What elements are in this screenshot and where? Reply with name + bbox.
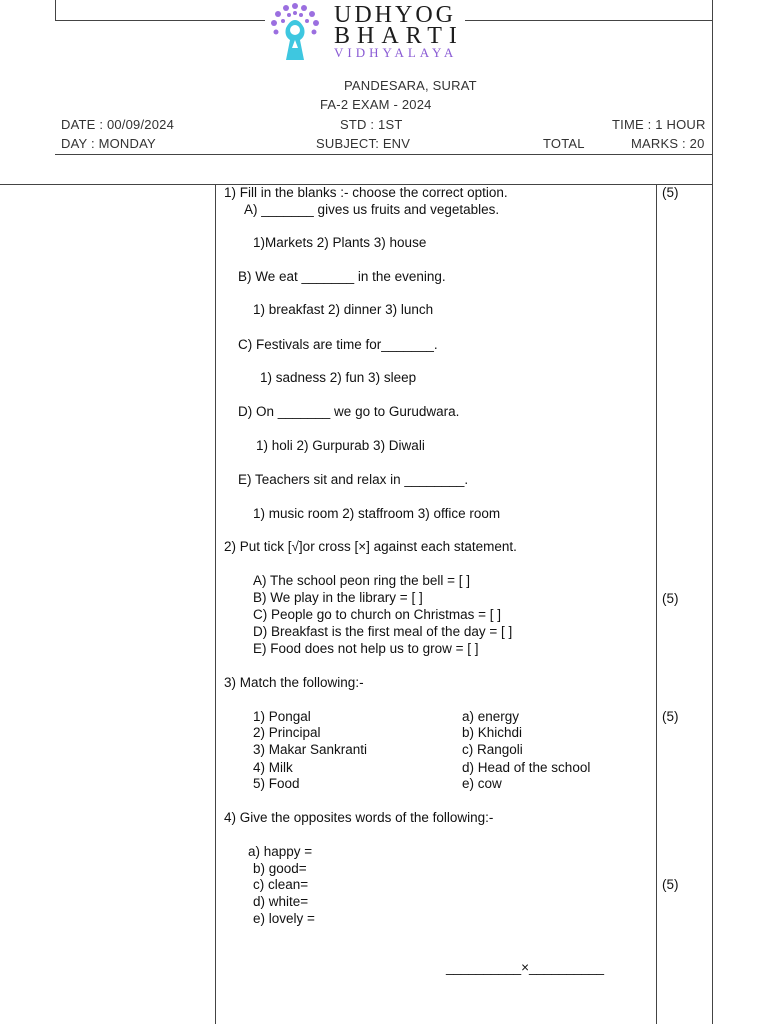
match-left-1: 1) Pongal: [253, 709, 311, 724]
exam-title: FA-2 EXAM - 2024: [320, 97, 432, 112]
exam-marks: MARKS : 20: [631, 136, 705, 151]
opposite-a: a) happy =: [248, 844, 313, 859]
top-border: [55, 20, 265, 21]
question-1c: C) Festivals are time for_______.: [238, 337, 438, 352]
opposite-c: c) clean=: [253, 877, 309, 892]
opposite-b: b) good=: [253, 861, 307, 876]
opposite-e: e) lovely =: [253, 911, 315, 926]
question-1-marks: (5): [662, 185, 679, 200]
question-2-item-d: D) Breakfast is the first meal of the day = [ ]: [253, 624, 513, 639]
exam-date: DATE : 00/09/2024: [61, 117, 175, 132]
question-1c-options: 1) sadness 2) fun 3) sleep: [260, 370, 417, 385]
left-border-top: [55, 0, 56, 20]
match-right-a: a) energy: [462, 709, 520, 724]
match-left-3: 3) Makar Sankranti: [253, 742, 368, 757]
question-1e-options: 1) music room 2) staffroom 3) office room: [253, 506, 501, 521]
match-left-5: 5) Food: [253, 776, 300, 791]
question-1b: B) We eat _______ in the evening.: [238, 269, 446, 284]
question-1a-options: 1)Markets 2) Plants 3) house: [253, 235, 427, 250]
exam-subject: SUBJECT: ENV: [316, 136, 411, 151]
opposite-d: d) white=: [253, 894, 309, 909]
school-name-line1: UDHYOG: [334, 2, 456, 28]
tree-logo-icon: [264, 0, 326, 62]
match-right-c: c) Rangoli: [462, 742, 523, 757]
end-of-paper-mark: __________×__________: [446, 960, 605, 975]
marks-column-rule: [656, 184, 657, 1024]
total-label: TOTAL: [543, 136, 585, 151]
question-2-item-b: B) We play in the library = [ ]: [253, 590, 423, 605]
question-1a: A) _______ gives us fruits and vegetables.: [244, 202, 500, 217]
question-4-title: 4) Give the opposites words of the following:-: [224, 810, 494, 825]
question-3-title: 3) Match the following:-: [224, 675, 364, 690]
match-left-2: 2) Principal: [253, 725, 321, 740]
question-4-marks: (5): [662, 877, 679, 892]
school-name-line3: VIDHYALAYA: [334, 45, 458, 60]
exam-time: TIME : 1 HOUR: [612, 117, 706, 132]
question-2-item-a: A) The school peon ring the bell = [ ]: [253, 573, 471, 588]
school-name-line2: BHARTI: [334, 23, 464, 49]
exam-std: STD : 1ST: [340, 117, 403, 132]
question-1d: D) On _______ we go to Gurudwara.: [238, 404, 460, 419]
question-2-title: 2) Put tick [√]or cross [×] against each statement.: [224, 539, 517, 554]
question-1e: E) Teachers sit and relax in ________.: [238, 472, 469, 487]
match-left-4: 4) Milk: [253, 760, 293, 775]
question-column-left-rule: [215, 184, 216, 1024]
top-border-right: [465, 20, 713, 21]
question-1d-options: 1) holi 2) Gurpurab 3) Diwali: [256, 438, 425, 453]
exam-day: DAY : MONDAY: [61, 136, 156, 151]
question-3-marks: (5): [662, 709, 679, 724]
match-right-d: d) Head of the school: [462, 760, 591, 775]
match-right-b: b) Khichdi: [462, 725, 523, 740]
school-logo: [264, 0, 326, 62]
question-2-item-e: E) Food does not help us to grow = [ ]: [253, 641, 479, 656]
header-divider: [55, 154, 713, 155]
school-location: PANDESARA, SURAT: [344, 78, 477, 93]
question-2-item-c: C) People go to church on Christmas = [ ]: [253, 607, 501, 622]
question-1-title: 1) Fill in the blanks :- choose the correct option.: [224, 185, 508, 200]
question-2-marks: (5): [662, 591, 679, 606]
match-right-e: e) cow: [462, 776, 502, 791]
question-1b-options: 1) breakfast 2) dinner 3) lunch: [253, 302, 434, 317]
